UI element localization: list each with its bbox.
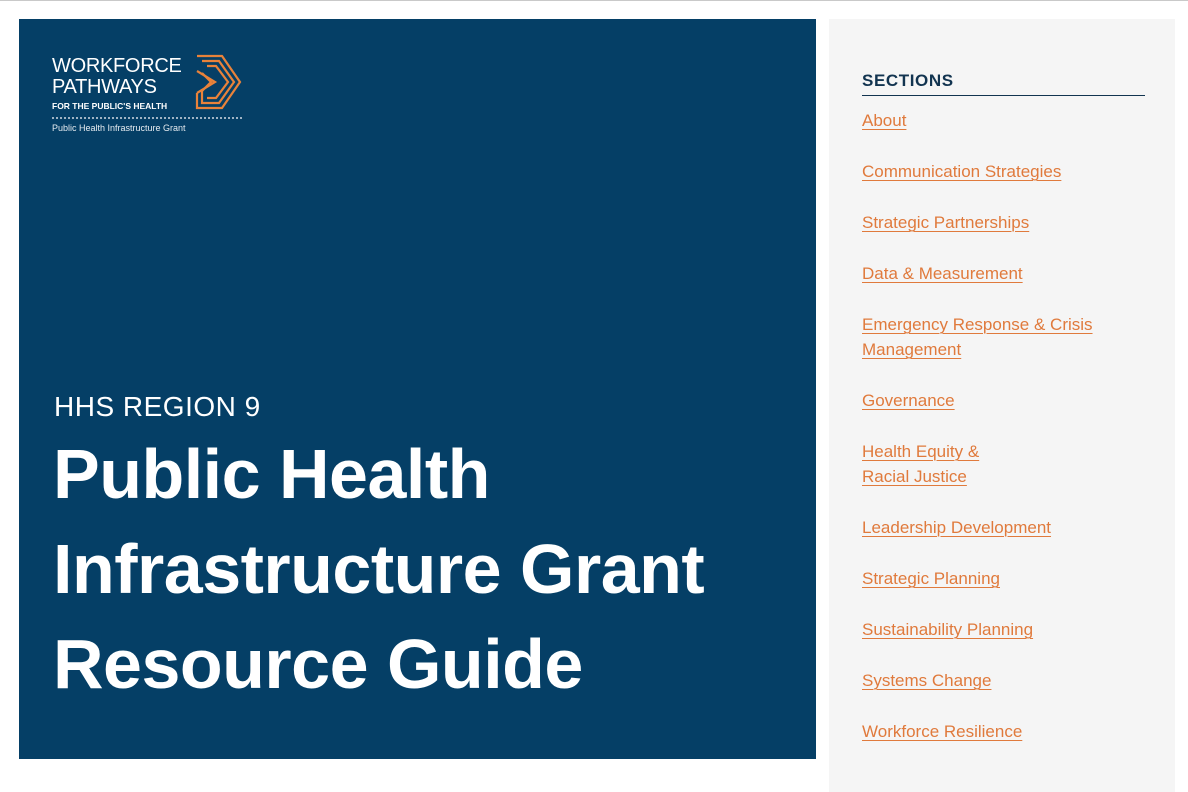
nav-item bbox=[862, 566, 1152, 591]
region-label: HHS REGION 9 bbox=[54, 391, 261, 422]
section-link-leadership-development[interactable] bbox=[862, 515, 1152, 540]
section-link-workforce-resilience[interactable] bbox=[862, 719, 1152, 744]
workforce-pathways-logo bbox=[52, 53, 252, 143]
logo-text-line3: FOR THE PUBLIC'S HEALTH bbox=[52, 101, 168, 111]
section-link-text: Management bbox=[862, 340, 962, 359]
logo-text-line1: WORKFORCE bbox=[52, 55, 182, 77]
sections-heading: SECTIONS bbox=[862, 71, 1145, 96]
section-link-systems-change[interactable] bbox=[862, 668, 1152, 693]
sections-nav-list bbox=[862, 108, 1152, 770]
section-link-sustainability-planning[interactable] bbox=[862, 617, 1152, 642]
cover-panel bbox=[19, 19, 816, 759]
nav-item bbox=[862, 108, 1152, 133]
section-link-text: About bbox=[862, 111, 907, 130]
section-link-text: Systems Change bbox=[862, 671, 992, 690]
nav-item bbox=[862, 719, 1152, 744]
top-divider bbox=[0, 0, 1188, 1]
section-link-strategic-partnerships[interactable] bbox=[862, 210, 1152, 235]
section-link-text: Strategic Partnerships bbox=[862, 213, 1030, 232]
nav-item bbox=[862, 668, 1152, 693]
title-line-2: Infrastructure Grant bbox=[53, 530, 705, 608]
nav-item bbox=[862, 210, 1152, 235]
section-link-governance[interactable] bbox=[862, 388, 1152, 413]
section-link-text: Workforce Resilience bbox=[862, 722, 1023, 741]
section-link-health-equity-and-racial-justice[interactable] bbox=[862, 439, 1152, 489]
logo-subtitle: Public Health Infrastructure Grant bbox=[52, 123, 186, 133]
section-link-text: Governance bbox=[862, 391, 955, 410]
section-link-communication-strategies[interactable] bbox=[862, 159, 1152, 184]
section-link-text: Health Equity & bbox=[862, 442, 980, 461]
nav-item bbox=[862, 312, 1152, 362]
logo-text-line2: PATHWAYS bbox=[52, 76, 157, 98]
section-link-about[interactable] bbox=[862, 108, 1152, 133]
title-line-3: Resource Guide bbox=[53, 625, 583, 703]
logo-dotted-divider bbox=[52, 117, 242, 119]
title-line-1: Public Health bbox=[53, 435, 490, 513]
section-link-text: Communication Strategies bbox=[862, 162, 1062, 181]
page-title bbox=[53, 427, 803, 712]
section-link-text: Emergency Response & Crisis bbox=[862, 315, 1093, 334]
section-link-text: Leadership Development bbox=[862, 518, 1052, 537]
nav-item bbox=[862, 439, 1152, 489]
nav-item bbox=[862, 261, 1152, 286]
section-link-text: Racial Justice bbox=[862, 467, 967, 486]
section-link-text: Strategic Planning bbox=[862, 569, 1000, 588]
stacked-chevron-logo-icon bbox=[191, 53, 246, 111]
nav-item bbox=[862, 617, 1152, 642]
sections-sidebar bbox=[829, 19, 1175, 792]
section-link-text: Sustainability Planning bbox=[862, 620, 1034, 639]
section-link-strategic-planning[interactable] bbox=[862, 566, 1152, 591]
nav-item bbox=[862, 159, 1152, 184]
nav-item bbox=[862, 388, 1152, 413]
section-link-data-and-measurement[interactable] bbox=[862, 261, 1152, 286]
nav-item bbox=[862, 515, 1152, 540]
section-link-text: Data & Measurement bbox=[862, 264, 1023, 283]
section-link-emergency-response-and-crisis-management[interactable] bbox=[862, 312, 1152, 362]
